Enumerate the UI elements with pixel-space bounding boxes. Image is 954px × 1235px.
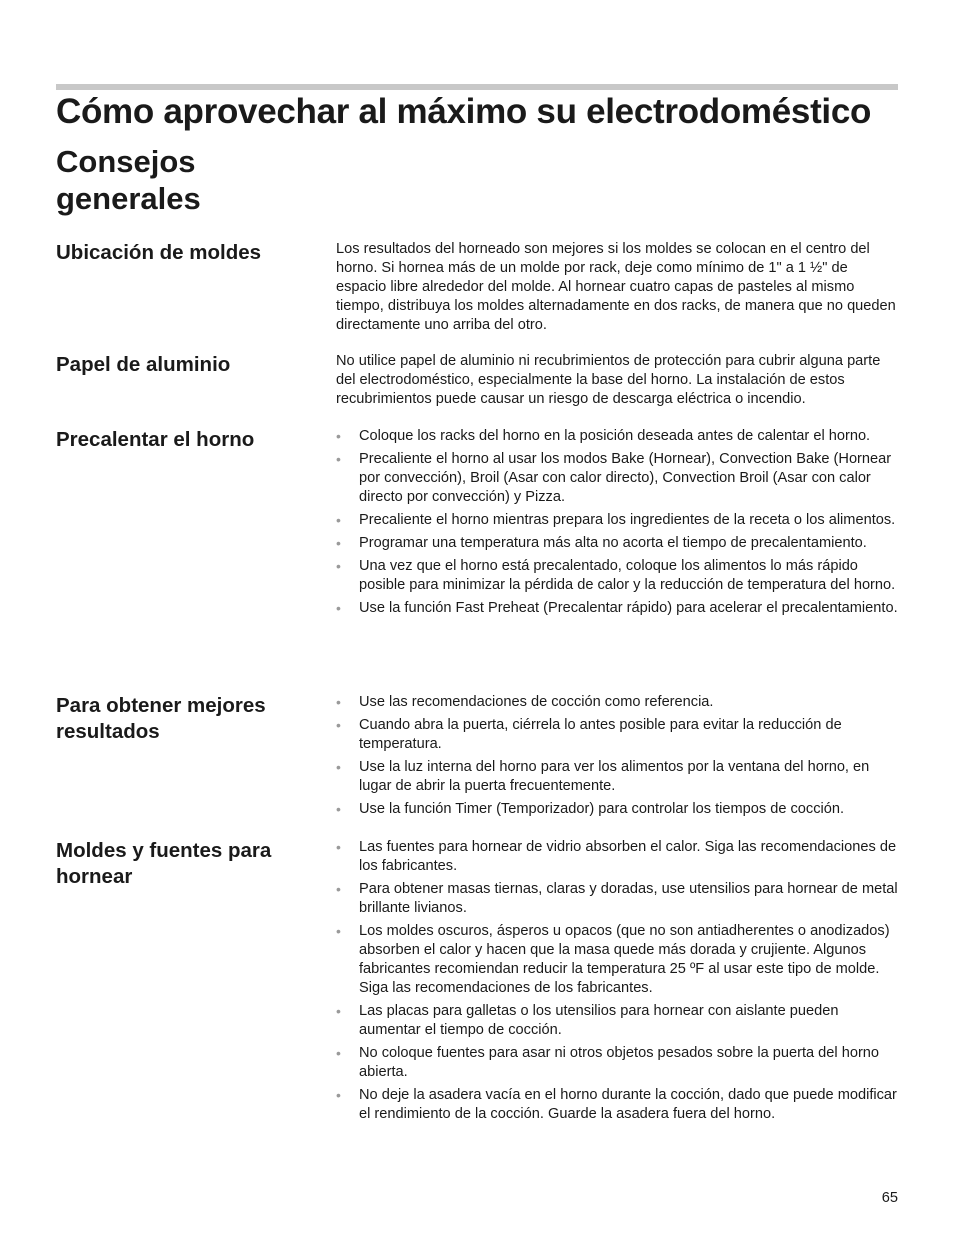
page-number: 65	[881, 1190, 898, 1206]
page-title: Cómo aprovechar al máximo su electrodoméstico	[56, 92, 872, 131]
bullet-icon: •	[336, 451, 341, 467]
list-item: • No deje la asadera vacía en el horno durante la cocción, dado que puede modificar el rendimiento de la cocción. Guarde la asadera fuera del horno.	[336, 1087, 897, 1122]
list-item: • Use la luz interna del horno para ver los alimentos por la ventana del horno, en lugar de abrir la puerta frecuentemente.	[336, 759, 870, 794]
bullet-icon: •	[336, 1087, 341, 1103]
bullet-icon: •	[336, 535, 341, 551]
bullet-list	[336, 693, 900, 823]
bullet-icon: •	[336, 428, 341, 444]
bullet-list	[336, 838, 900, 1128]
bullet-list	[336, 427, 900, 622]
list-item: • Cuando abra la puerta, ciérrela lo antes posible para evitar la reducción de temperatura.	[336, 717, 842, 752]
section-paragraph: Los resultados del horneado son mejores si los moldes se colocan en el centro del horno. Si hornea más de un molde por rack, deje como mínimo de 1" a 1 ½" de espacio libre alrededor del molde. Al hornear cuatro capas de pasteles al mismo tiempo, distribuya los moldes alternadamente en dos racks, de manera que no queden directamente uno arriba del otro.	[336, 241, 896, 333]
bullet-icon: •	[336, 801, 341, 817]
section-heading: Moldes y fuentes para hornear	[56, 839, 272, 888]
section-subtitle: Consejos generales	[56, 144, 201, 216]
bullet-icon: •	[336, 923, 341, 939]
list-item: • Las fuentes para hornear de vidrio absorben el calor. Siga las recomendaciones de los fabricantes.	[336, 839, 897, 874]
list-item: • Las placas para galletas o los utensilios para hornear con aislante pueden aumentar el tiempo de cocción.	[336, 1003, 839, 1038]
list-item: • Programar una temperatura más alta no acorta el tiempo de precalentamiento.	[336, 535, 867, 551]
list-item: • Los moldes oscuros, ásperos u opacos (que no son antiadherentes o anodizados) absorben el calor y hacen que la masa quede más dorada y crujiente. Algunos fabricantes recomiendan reducir la temperatura 25 ºF al usar este tipo de molde. Siga las recomendaciones de los fabricantes.	[336, 923, 890, 996]
section-heading: Precalentar el horno	[56, 428, 255, 451]
list-item: • Use las recomendaciones de cocción como referencia.	[336, 694, 714, 710]
list-item: • Una vez que el horno está precalentado, coloque los alimentos lo más rápido posible para minimizar la pérdida de calor y la reducción de temperatura del horno.	[336, 558, 896, 593]
bullet-icon: •	[336, 1003, 341, 1019]
bullet-icon: •	[336, 558, 341, 574]
section-heading: Ubicación de moldes	[56, 241, 262, 264]
bullet-icon: •	[336, 881, 341, 897]
list-item: • Coloque los racks del horno en la posición deseada antes de calentar el horno.	[336, 428, 871, 444]
section-paragraph: No utilice papel de aluminio ni recubrimientos de protección para cubrir alguna parte del electrodoméstico, especialmente la base del horno. La instalación de estos recubrimientos puede causar un riesgo de descarga eléctrica o incendio.	[336, 353, 881, 407]
bullet-icon: •	[336, 1045, 341, 1061]
bullet-icon: •	[336, 600, 341, 616]
list-item: • Para obtener masas tiernas, claras y doradas, use utensilios para hornear de metal brillante livianos.	[336, 881, 898, 916]
list-item: • Precaliente el horno al usar los modos Bake (Hornear), Convection Bake (Hornear por convección), Broil (Asar con calor directo), Convection Broil (Asar con calor directo por convección) y Pizza.	[336, 451, 892, 505]
list-item: • No coloque fuentes para asar ni otros objetos pesados sobre la puerta del horno abierta.	[336, 1045, 880, 1080]
section-heading: Papel de aluminio	[56, 353, 231, 376]
section-heading: Para obtener mejores resultados	[56, 694, 266, 743]
list-item: • Use la función Timer (Temporizador) para controlar los tiempos de cocción.	[336, 801, 845, 817]
list-item: • Precaliente el horno mientras prepara los ingredientes de la receta o los alimentos.	[336, 512, 896, 528]
bullet-icon: •	[336, 759, 341, 775]
bullet-icon: •	[336, 717, 341, 733]
bullet-icon: •	[336, 512, 341, 528]
list-item: • Use la función Fast Preheat (Precalentar rápido) para acelerar el precalentamiento.	[336, 600, 898, 616]
bullet-icon: •	[336, 694, 341, 710]
bullet-icon: •	[336, 839, 341, 855]
